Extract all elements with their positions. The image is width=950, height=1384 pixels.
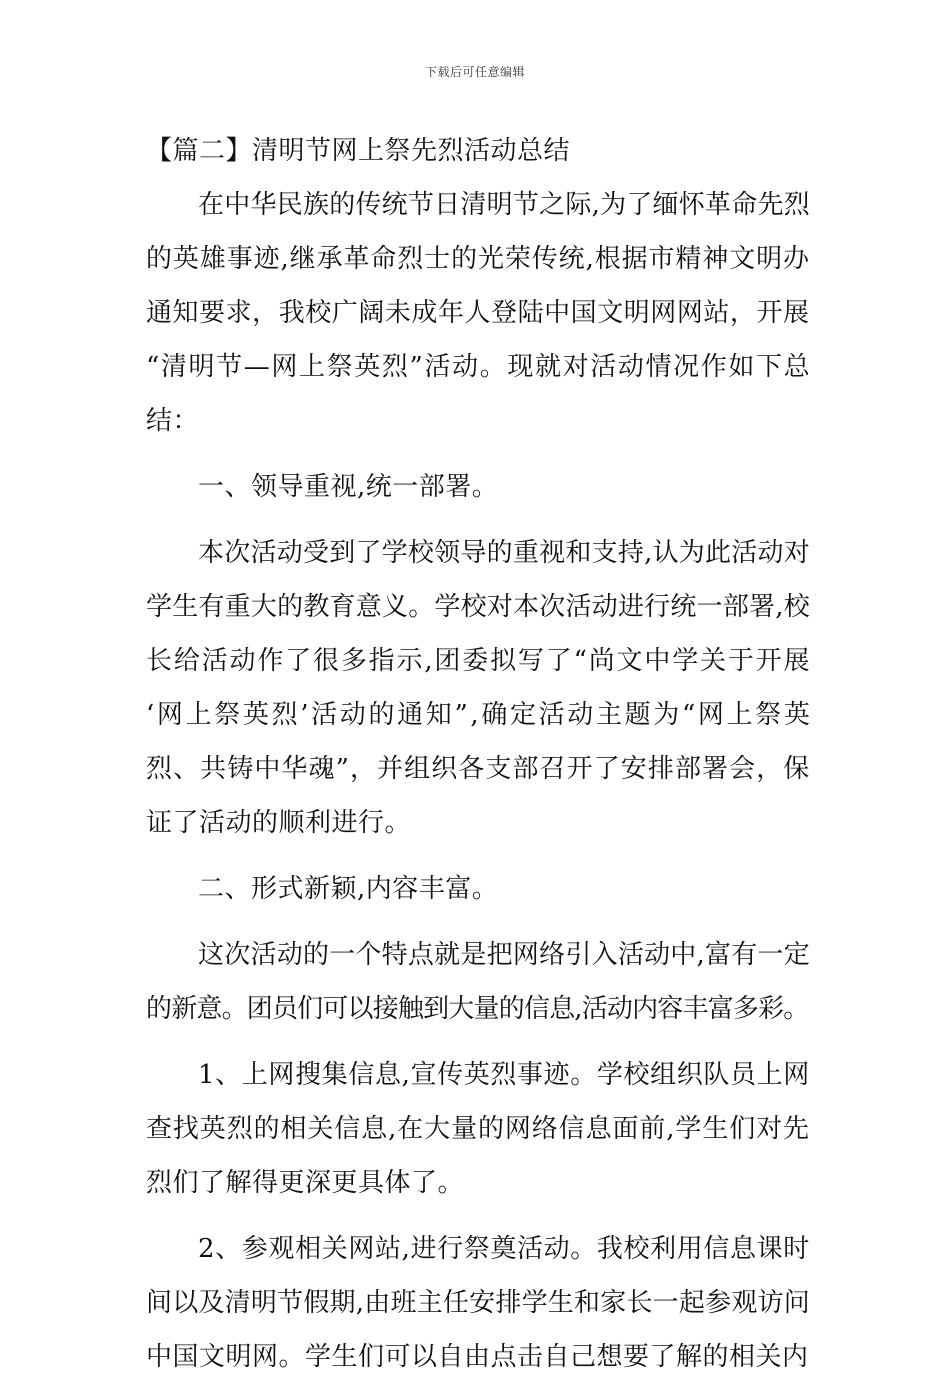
paragraph <box>146 928 810 1036</box>
paragraph-line: 证了活动的顺利进行。 <box>146 808 412 838</box>
paragraph-list <box>146 178 813 1384</box>
paragraph-line: 中国文明网。学生们可以自由点击自己想要了解的相关内 <box>146 1342 809 1372</box>
paragraph-line: 结： <box>146 406 200 436</box>
paragraph-line: 通知要求，我校广阔未成年人登陆中国文明网网站，开展 <box>146 298 810 328</box>
paragraph <box>146 460 810 514</box>
paragraph-line: 1、上网搜集信息,宣传英烈事迹。学校组织队员上网 <box>198 1060 810 1090</box>
paragraph-gap <box>146 514 810 526</box>
paragraph-line: 的英雄事迹,继承革命烈士的光荣传统,根据市精神文明办 <box>146 244 810 274</box>
paragraph-line: 一、领导重视,统一部署。 <box>198 472 499 502</box>
paragraph-line: 本次活动受到了学校领导的重视和支持,认为此活动对 <box>198 538 811 568</box>
paragraph-line: 烈、共铸中华魂”，并组织各支部召开了安排部署会，保 <box>146 754 811 784</box>
paragraph <box>146 526 813 850</box>
paragraph-line: 这次活动的一个特点就是把网络引入活动中,富有一定 <box>198 940 811 970</box>
paragraph-line: 间以及清明节假期,由班主任安排学生和家长一起参观访问 <box>146 1288 810 1318</box>
paragraph-gap <box>146 1210 810 1222</box>
paragraph <box>146 178 810 448</box>
paragraph-gap <box>146 448 810 460</box>
paragraph-line: 2、参观相关网站,进行祭奠活动。我校利用信息课时 <box>198 1234 810 1264</box>
header-note: 下载后可任意编辑 <box>424 65 525 79</box>
paragraph <box>146 862 810 916</box>
paragraph-line: 二、形式新颖,内容丰富。 <box>198 874 499 904</box>
paragraph-gap <box>146 1036 810 1048</box>
document-body <box>146 124 813 1384</box>
paragraph-gap <box>146 850 810 862</box>
paragraph-line: 在中华民族的传统节日清明节之际,为了缅怀革命先烈 <box>198 190 811 220</box>
document-title: 【篇二】清明节网上祭先烈活动总结 <box>146 136 571 166</box>
paragraph <box>146 1048 810 1210</box>
paragraph-line: “清明节—网上祭英烈”活动。现就对活动情况作如下总 <box>146 352 812 382</box>
paragraph-line: 的新意。团员们可以接触到大量的信息,活动内容丰富多彩。 <box>146 994 809 1024</box>
paragraph-line: 长给活动作了很多指示,团委拟写了“尚文中学关于开展 <box>146 646 812 676</box>
paragraph-line: 学生有重大的教育意义。学校对本次活动进行统一部署,校 <box>146 592 810 622</box>
paragraph <box>146 1222 810 1384</box>
paragraph-line: ‘网上祭英烈’活动的通知”,确定活动主题为“网上祭英 <box>146 700 813 730</box>
paragraph-line: 烈们了解得更深更具体了。 <box>146 1168 465 1198</box>
paragraph-line: 查找英烈的相关信息,在大量的网络信息面前,学生们对先 <box>146 1114 810 1144</box>
paragraph-gap <box>146 916 810 928</box>
